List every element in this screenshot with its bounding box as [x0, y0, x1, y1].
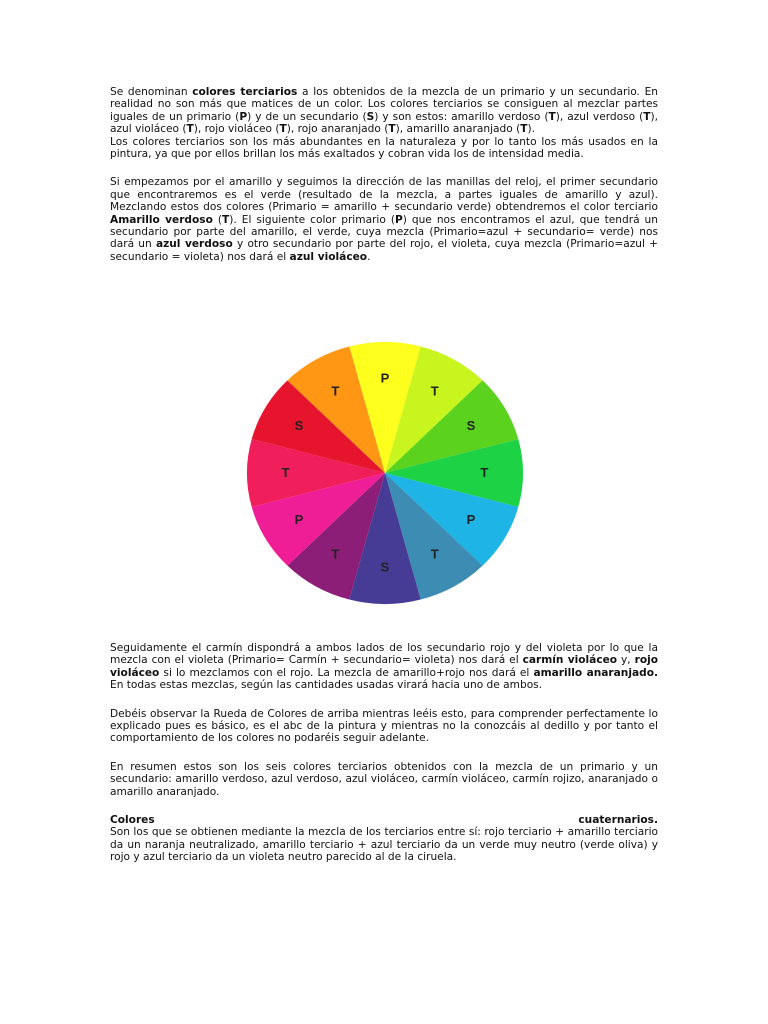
paragraph3-run: Seguidamente el carmín dispondrá a ambos lados de los secundario rojo y del violeta por lo que la mezcla con el violeta (Primario= Carmín + secundario= violeta) nos dará el	[110, 642, 658, 667]
wheel-label: S	[466, 417, 476, 433]
paragraph2-run: Amarillo verdoso	[110, 213, 213, 226]
paragraph-observar-rueda: Debéis observar la Rueda de Colores de arriba mientras leéis esto, para comprender perfectamente lo explicado pues es básico, es el abc de la pintura y mientras no la conozcáis al dedillo y por tanto el comportamiento de los colores no podaréis seguir adelante.	[110, 707, 658, 745]
wheel-label: P	[466, 512, 476, 528]
lower-text	[110, 642, 658, 864]
paragraph1-run: Se denominan	[110, 86, 193, 98]
paragraph3-run: si lo mezclamos con el rojo. La mezcla de amarillo+rojo nos dará el	[159, 666, 534, 679]
paragraph1-run: a los obtenidos de la mezcla de un primario y un secundario. En realidad no son más que matices de un color. Los colores terciarios se consiguen al mezclar partes iguales de un primario (	[110, 86, 659, 123]
paragraph1-run: ), rojo violáceo (	[193, 123, 280, 136]
color-wheel	[244, 340, 526, 608]
wheel-label: P	[380, 370, 390, 386]
paragraph1-run: ) y de un secundario (	[247, 110, 367, 123]
paragraph2-run: azul verdoso	[155, 238, 233, 251]
paragraph2-run: ) que nos encontramos el azul, que tendrá un secundario por parte del amarillo, el verde, cuya mezcla (Primario=azul + secundario= verde) nos dará un	[110, 213, 658, 251]
wheel-label: T	[331, 546, 340, 562]
paragraph1-run: T	[279, 123, 287, 136]
paragraph-cuaternarios: Son los que se obtienen mediante la mezcla de los terciarios entre sí: rojo terciario + amarillo terciario da un naranja neutralizado, amarillo terciario + azul terciario da un verde muy neutro (verde oliva) y rojo y azul terciario da un violeta neutro parecido al de la ciruela.	[110, 826, 658, 864]
wheel-label: T	[331, 383, 340, 399]
heading-cuaternarios	[110, 814, 658, 826]
paragraph1-run: S	[366, 110, 375, 123]
paragraph-manillas-reloj	[110, 176, 658, 263]
wheel-label: T	[480, 465, 489, 480]
paragraph1-run: T	[643, 110, 651, 123]
paragraph2-run: ). El siguiente color primario (	[229, 213, 395, 226]
wheel-label: T	[430, 546, 439, 562]
wheel-label: T	[281, 465, 290, 480]
paragraph2-run: T	[222, 213, 230, 226]
wheel-label: S	[294, 417, 304, 433]
paragraph1-run: ), amarillo anaranjado (	[395, 123, 521, 136]
paragraph1-run: colores terciarios	[192, 86, 298, 98]
paragraph3-run: amarillo anaranjado.	[533, 666, 659, 679]
paragraph3-run: carmín violáceo	[522, 654, 618, 667]
upper-text	[110, 86, 658, 263]
paragraph1-run: ), azul verdoso (	[555, 110, 644, 123]
paragraph-carmin	[110, 642, 658, 692]
paragraph1-run: T	[388, 123, 396, 136]
wheel-label: S	[380, 559, 390, 575]
paragraph2-run: Si empezamos por el amarillo y seguimos la dirección de las manillas del reloj, el primer secundario que encontraremos es el verde (resultado de la mezcla, a partes iguales de amarillo y azul). Mezclando estos dos colores (Primario = amarillo + secundario verde) obtendremos el color terciario	[110, 176, 658, 214]
heading-right: cuaternarios.	[578, 814, 658, 827]
paragraph-terciarios-naturaleza: Los colores terciarios son los más abundantes en la naturaleza y por lo tanto los más usados en la pintura, ya que por ellos brillan los más exaltados y cobran vida los de intensidad media.	[110, 135, 658, 161]
paragraph1-run: ), rojo anaranjado (	[286, 123, 389, 136]
paragraph2-run: (	[212, 213, 223, 226]
color-wheel-graphic	[244, 340, 526, 608]
paragraph1-run: ), azul violáceo (	[110, 110, 658, 136]
paragraph-resumen: En resumen estos son los seis colores terciarios obtenidos con la mezcla de un primario y un secundario: amarillo verdoso, azul verdoso, azul violáceo, carmín violáceo, carmín rojizo, anaranjado o amarillo anaranjado.	[110, 760, 658, 798]
paragraph2-run: y otro secundario por parte del rojo, el violeta, cuya mezcla (Primario=azul + secundario = violeta) nos dará el	[110, 238, 659, 263]
paragraph1-run: ) y son estos: amarillo verdoso (	[374, 110, 549, 123]
paragraph3-run: rojo violáceo	[110, 654, 659, 679]
paragraph1-run: P	[239, 110, 248, 123]
paragraph1-run: ).	[527, 123, 535, 136]
paragraph-terciarios-intro	[110, 86, 658, 136]
paragraph2-run: .	[367, 250, 371, 263]
heading-left: Colores	[110, 814, 155, 827]
paragraph1-run: T	[186, 123, 194, 136]
paragraph2-run: P	[394, 213, 403, 226]
paragraph2-run: azul violáceo	[289, 250, 368, 263]
paragraph3-run: y,	[617, 654, 635, 667]
paragraph1-run: T	[548, 110, 556, 123]
paragraph3-run: En todas estas mezclas, según las cantidades usadas virará hacia uno de ambos.	[110, 679, 543, 692]
paragraph1-run: T	[520, 123, 528, 136]
wheel-label: T	[430, 383, 439, 399]
wheel-label: P	[294, 512, 304, 528]
